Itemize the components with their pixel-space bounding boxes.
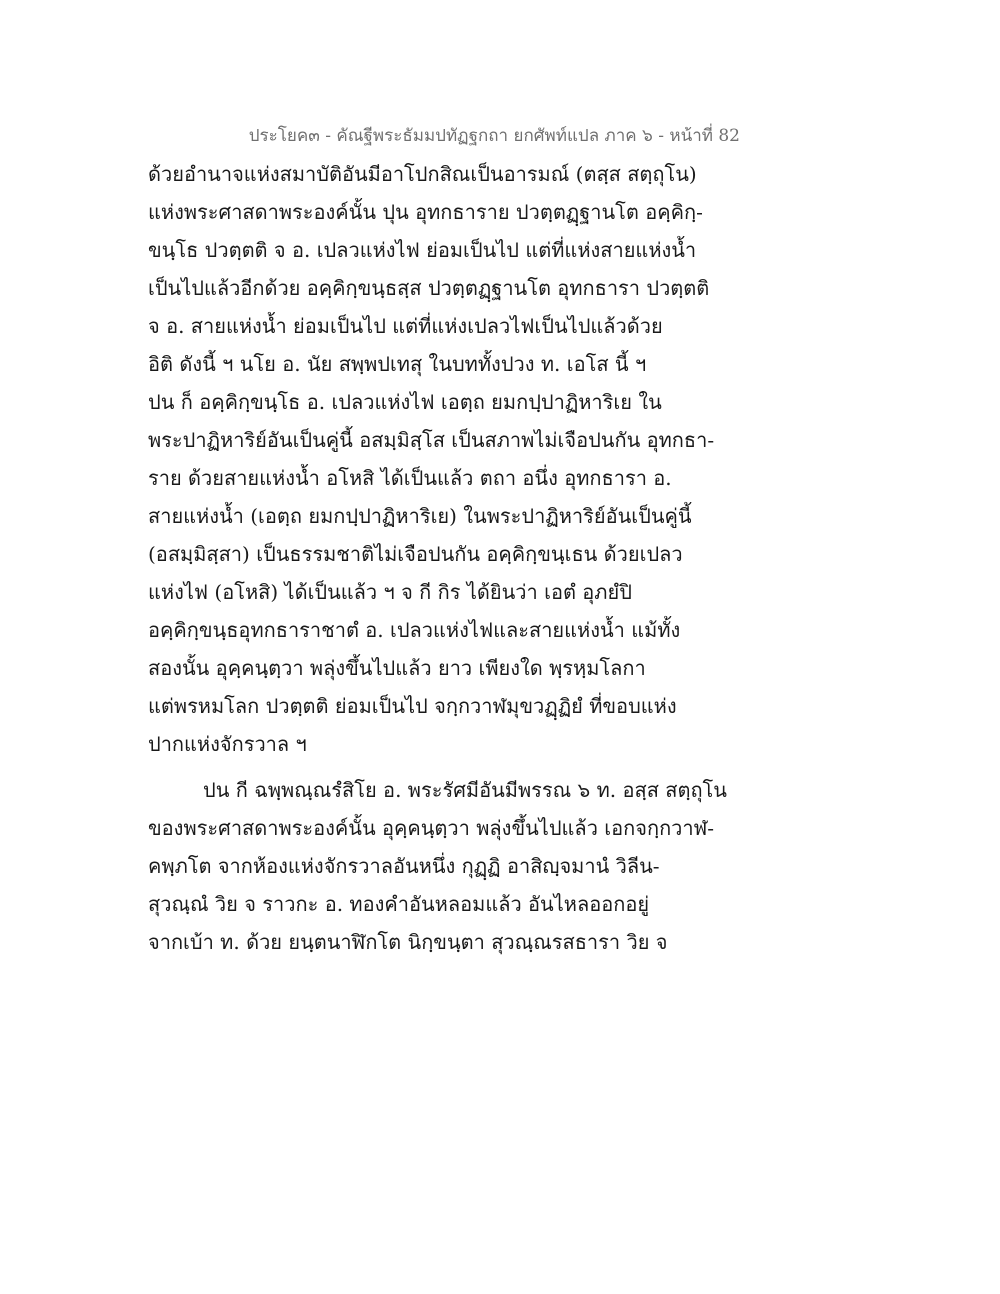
text-line: อคฺคิกฺขนฺธอุทกธาราชาตํ อ. เปลวแห่งไฟและสายแห่งน้ำ แม้ทั้ง [148,618,681,642]
text-line: สองนั้น อุคฺคนฺตฺวา พลุ่งขึ้นไปแล้ว ยาว เพียงใด พฺรหฺมโลกา [148,656,646,680]
text-line: ปน กี ฉพฺพณฺณรํสิโย อ. พระรัศมีอันมีพรรณ ๖ ท. อสฺส สตฺถุโน [203,778,727,802]
text-line: ปน ก็ อคฺคิกฺขนฺโธ อ. เปลวแห่งไฟ เอตฺถ ยมกปฺปาฏิหาริเย ใน [148,390,662,414]
text-line: แห่งพระศาสดาพระองค์นั้น ปุน อุทกธาราย ปวตฺตฏฺฐานโต อคฺคิกฺ- [148,200,703,224]
body-text [148,155,748,961]
paragraph-1 [148,155,748,763]
text-line: ปากแห่งจักรวาล ฯ [148,732,307,756]
paragraph-2 [148,771,748,961]
text-line: ขนฺโธ ปวตฺตติ จ อ. เปลวแห่งไฟ ย่อมเป็นไป แต่ที่แห่งสายแห่งน้ำ [148,238,697,262]
text-line: เป็นไปแล้วอีกด้วย อคฺคิกฺขนฺธสฺส ปวตฺตฏฺฐานโต อุทกธารา ปวตฺตติ [148,276,710,300]
running-header: ประโยค๓ - คัณฐีพระธัมมปทัฏฐกถา ยกศัพท์แปล ภาค ๖ - หน้าที่ 82 [248,126,740,146]
text-line: ของพระศาสดาพระองค์นั้น อุคฺคนฺตฺวา พลุ่งขึ้นไปแล้ว เอกจกฺกวาฬ- [148,816,715,840]
text-line: ด้วยอำนาจแห่งสมาบัติอันมีอาโปกสิณเป็นอารมณ์ (ตสฺส สตฺถุโน) [148,162,697,186]
text-line: อิติ ดังนี้ ฯ นโย อ. นัย สพฺพปเทสุ ในบททั้งปวง ท. เอโส นี้ ฯ [148,352,647,376]
text-line: (อสมฺมิสฺสา) เป็นธรรมชาติไม่เจือปนกัน อคฺคิกฺขนฺเธน ด้วยเปลว [148,542,683,566]
text-line: แห่งไฟ (อโหสิ) ได้เป็นแล้ว ฯ จ กี กิร ได้ยินว่า เอตํ อุภยํปิ [148,580,632,604]
text-line: แต่พรหมโลก ปวตฺตติ ย่อมเป็นไป จกฺกวาฬมุขวฏฺฏิยํ ที่ขอบแห่ง [148,694,677,718]
text-line: จากเบ้า ท. ด้วย ยนฺตนาฬิกโต นิกฺขนฺตา สุวณฺณรสธารา วิย จ [148,930,668,954]
text-line: สุวณฺณํ วิย จ ราวกะ อ. ทองคำอันหลอมแล้ว อันไหลออกอยู่ [148,892,650,916]
paragraph-gap [148,763,748,771]
text-line: พระปาฏิหาริย์อันเป็นคู่นี้ อสมฺมิสฺโส เป็นสภาพไม่เจือปนกัน อุทกธา- [148,428,715,452]
text-line: ราย ด้วยสายแห่งน้ำ อโหสิ ได้เป็นแล้ว ตถา อนึ่ง อุทกธารา อ. [148,466,672,490]
text-line: คพฺภโต จากห้องแห่งจักรวาลอันหนึ่ง กุฏฺฏิ อาสิญฺจมานํ วิลีน- [148,854,660,878]
text-line: จ อ. สายแห่งน้ำ ย่อมเป็นไป แต่ที่แห่งเปลวไฟเป็นไปแล้วด้วย [148,314,663,338]
text-line: สายแห่งน้ำ (เอตฺถ ยมกปฺปาฏิหาริเย) ในพระปาฏิหาริย์อันเป็นคู่นี้ [148,504,692,528]
